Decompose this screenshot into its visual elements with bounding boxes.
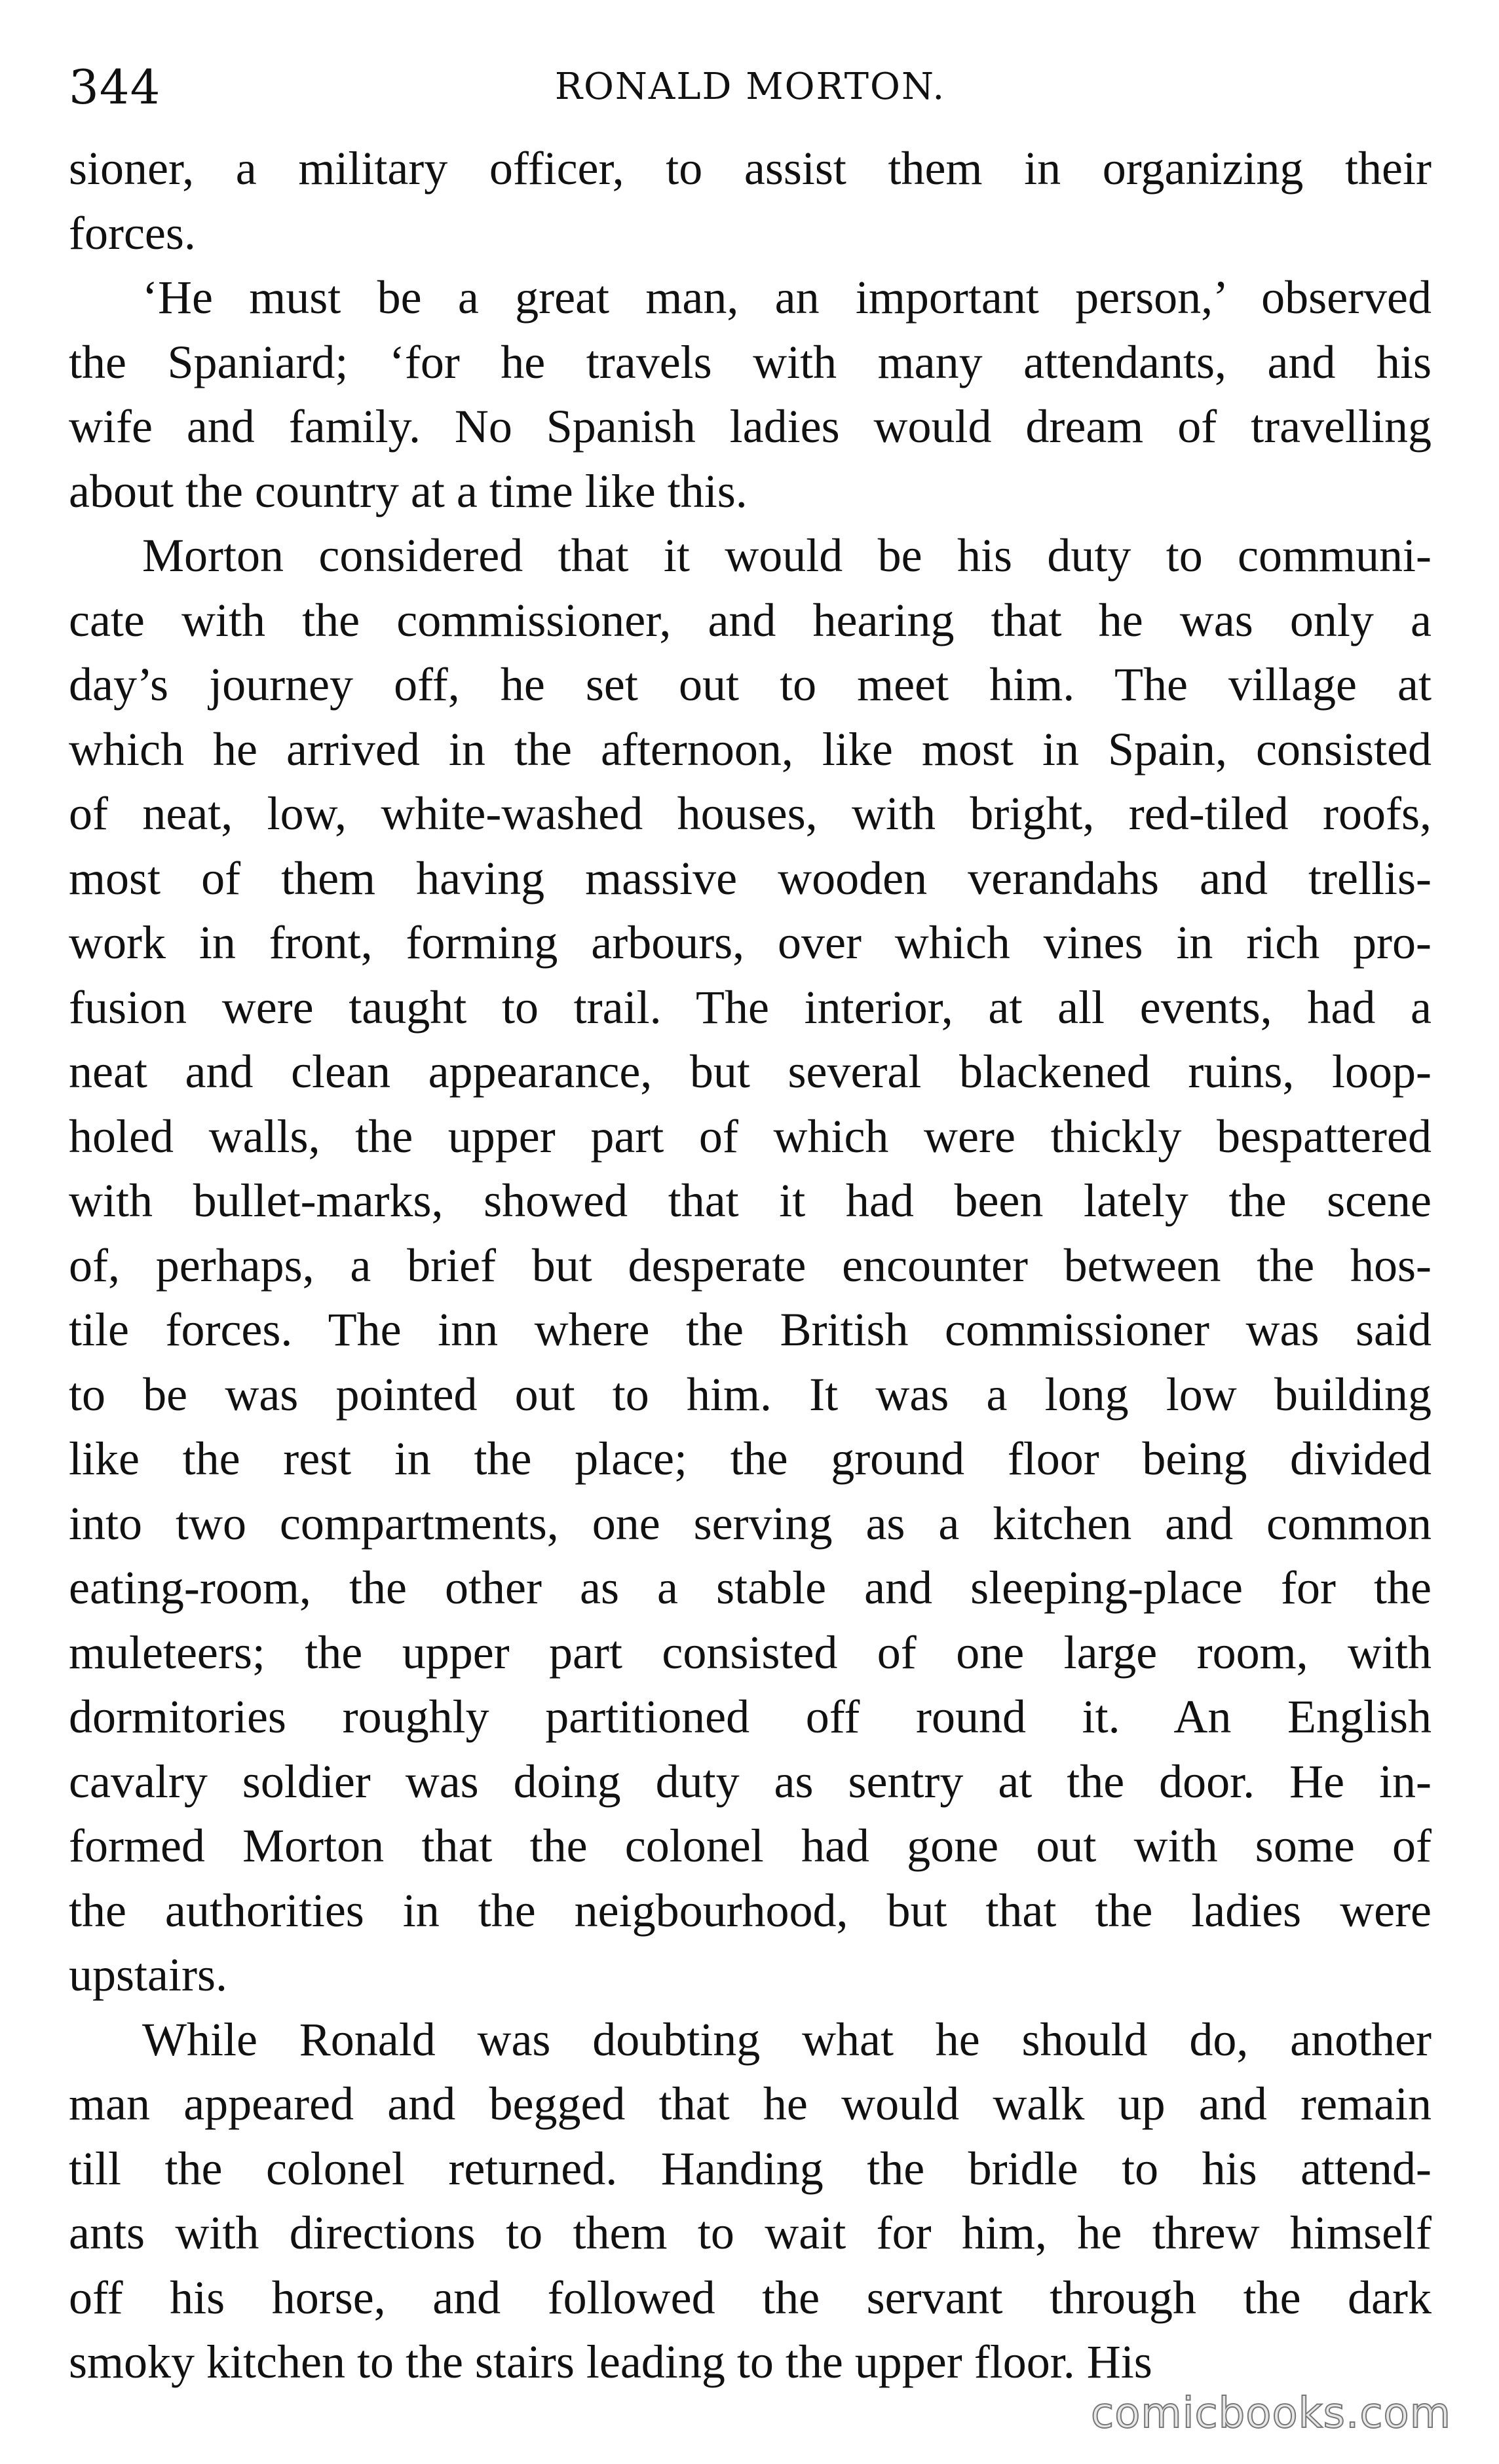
text-line: of neat, low, white-washed houses, with bright, red-tiled roofs, [69, 787, 1432, 840]
text-line: Morton considered that it would be his duty to communi- [142, 529, 1432, 582]
text-line: which he arrived in the afternoon, like most in Spain, consisted [69, 722, 1432, 775]
text-line: like the rest in the place; the ground floor being divided [69, 1432, 1432, 1485]
text-line: upstairs. [69, 1949, 227, 2001]
text-line: formed Morton that the colonel had gone out with some of [69, 1820, 1432, 1872]
text-line: ants with directions to them to wait for him, he threw himself [69, 2207, 1432, 2259]
text-line: till the colonel returned. Handing the bridle to his attend- [69, 2142, 1432, 2195]
text-line: into two compartments, one serving as a kitchen and common [69, 1497, 1432, 1550]
text-line: fusion were taught to trail. The interior, at all events, had a [69, 980, 1432, 1034]
text-line: While Ronald was doubting what he should do, another [142, 2013, 1432, 2066]
text-line: work in front, forming arbours, over which vines in rich pro- [69, 916, 1432, 969]
text-line: holed walls, the upper part of which were thickly bespattered [69, 1110, 1432, 1163]
paragraph [69, 265, 1432, 523]
text-line: of, perhaps, a brief but desperate encounter between the hos- [69, 1239, 1432, 1292]
text-line: day’s journey off, he set out to meet him. The village at [69, 658, 1432, 711]
paragraph [69, 2007, 1432, 2395]
text-line: cate with the commissioner, and hearing that he was only a [69, 593, 1432, 646]
text-line: the Spaniard; ‘for he travels with many attendants, and his [69, 335, 1432, 388]
text-line: sioner, a military officer, to assist them in organizing their [69, 142, 1432, 195]
text-line: smoky kitchen to the stairs leading to the upper floor. His [69, 2336, 1152, 2388]
text-line: neat and clean appearance, but several blackened ruins, loop- [69, 1045, 1432, 1098]
body-text [69, 136, 1432, 2395]
text-line: to be was pointed out to him. It was a long low building [69, 1368, 1432, 1421]
text-line: tile forces. The inn where the British commissioner was said [69, 1303, 1432, 1356]
page-number: 344 [69, 60, 161, 115]
text-line: forces. [69, 206, 196, 259]
text-line: about the country at a time like this. [69, 464, 748, 517]
text-line: dormitories roughly partitioned off round it. An English [69, 1690, 1432, 1743]
paragraph [69, 523, 1432, 2007]
text-line: man appeared and begged that he would walk up and remain [69, 2078, 1432, 2130]
text-line: cavalry soldier was doing duty as sentry at the door. He in- [69, 1755, 1432, 1808]
text-line: the authorities in the neigbourhood, but that the ladies were [69, 1884, 1432, 1937]
text-line: most of them having massive wooden verandahs and trellis- [69, 851, 1432, 905]
text-line: ‘He must be a great man, an important person,’ observed [142, 271, 1432, 324]
text-line: eating-room, the other as a stable and sleeping-place for the [69, 1561, 1432, 1614]
page-header [69, 51, 1432, 123]
watermark-logo: comicbooks.com [1091, 2389, 1452, 2438]
paragraph [69, 136, 1432, 265]
text-line: off his horse, and followed the servant through the dark [69, 2271, 1432, 2324]
text-line: with bullet-marks, showed that it had been lately the scene [69, 1174, 1432, 1227]
running-title: RONALD MORTON. [554, 65, 946, 108]
text-line: wife and family. No Spanish ladies would dream of travelling [69, 400, 1432, 453]
text-line: muleteers; the upper part consisted of one large room, with [69, 1626, 1432, 1679]
